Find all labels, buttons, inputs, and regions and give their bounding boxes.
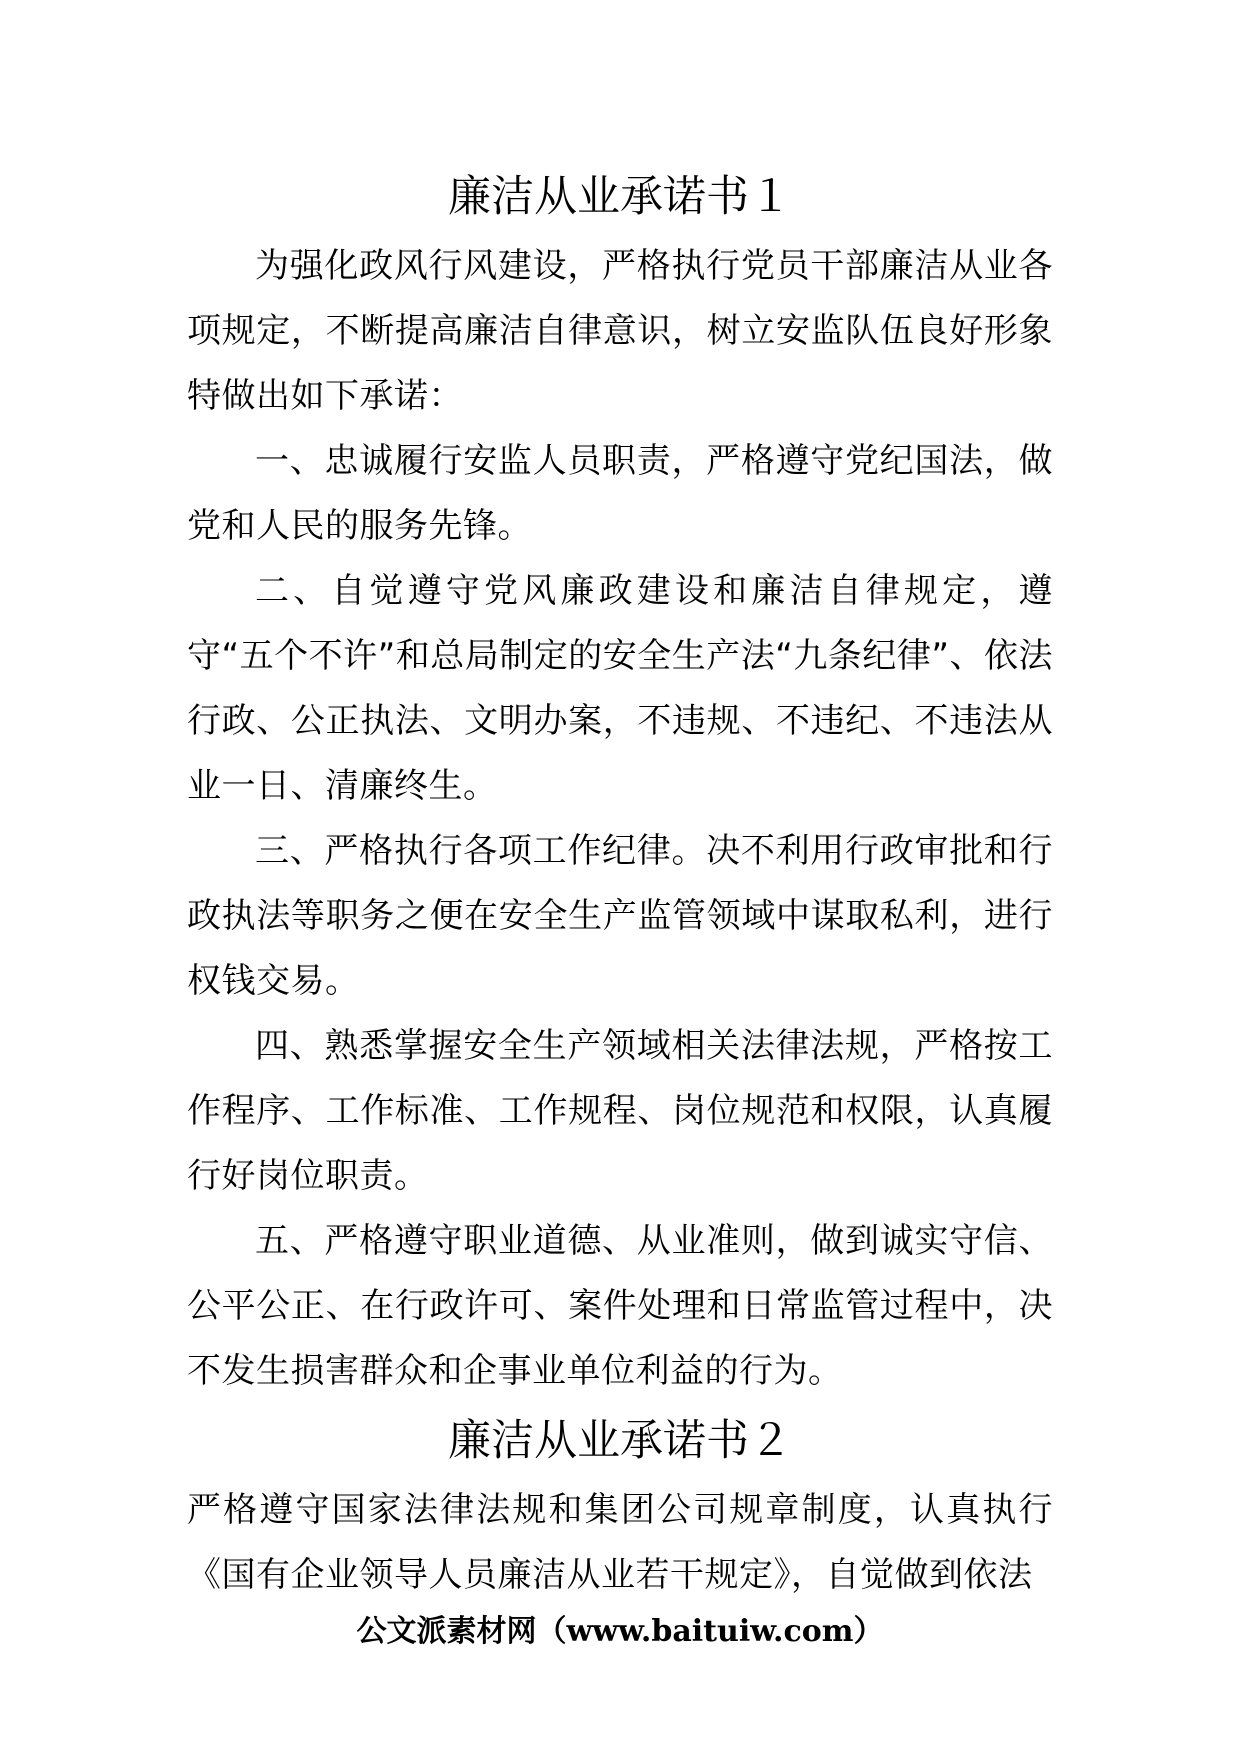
section2-intro: 严格遵守国家法律法规和集团公司规章制度，认真执行《国有企业领导人员廉洁从业若干规定》，自觉做到依法 [187,1490,1053,1595]
document-page [187,160,1053,1608]
footer-watermark: 公文派素材网（www.baituiw.com） [356,1614,884,1649]
section1-intro: 为强化政风行风建设，严格执行党员干部廉洁从业各项规定，不断提高廉洁自律意识，树立安监队伍良好形象特做出如下承诺： [187,246,1053,416]
section1-item-1: 一、忠诚履行安监人员职责，严格遵守党纪国法，做党和人民的服务先锋。 [187,441,1053,546]
section1-item-4: 四、熟悉掌握安全生产领域相关法律法规，严格按工作程序、工作标准、工作规程、岗位规范和权限，认真履行好岗位职责。 [187,1026,1053,1196]
section1-item-2: 二、自觉遵守党风廉政建设和廉洁自律规定，遵守“五个不许”和总局制定的安全生产法“九条纪律”、依法行政、公正执法、文明办案，不违规、不违纪、不违法从业一日、清廉终生。 [187,571,1053,806]
section1-item-3: 三、严格执行各项工作纪律。决不利用行政审批和行政执法等职务之便在安全生产监管领域中谋取私利，进行权钱交易。 [187,831,1053,1001]
section1-title: 廉洁从业承诺书１ [448,172,792,222]
section1-item-5: 五、严格遵守职业道德、从业准则，做到诚实守信、公平公正、在行政许可、案件处理和日常监管过程中，决不发生损害群众和企事业单位利益的行为。 [187,1221,1053,1391]
section2-title: 廉洁从业承诺书２ [448,1416,792,1466]
